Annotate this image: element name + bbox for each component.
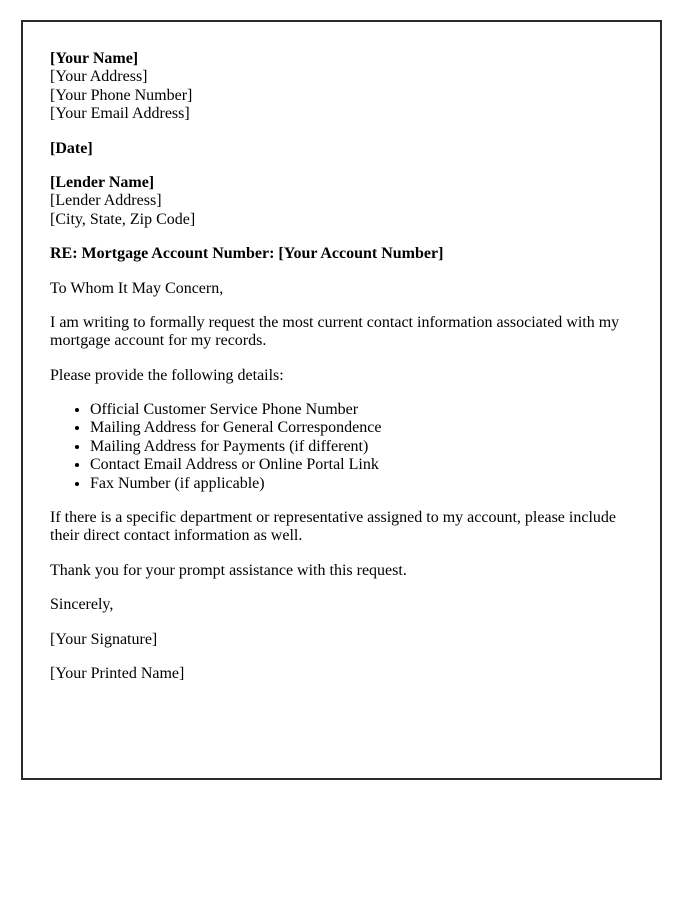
thanks-paragraph: Thank you for your prompt assistance with this request. (50, 561, 407, 579)
letter-frame (21, 20, 662, 780)
requested-details-list (50, 401, 630, 493)
subject-line (50, 245, 630, 263)
department-paragraph: If there is a specific department or representative assigned to my account, please include their direct contact information as well. (50, 509, 616, 545)
salutation: To Whom It May Concern, (50, 279, 224, 297)
closing-line: Sincerely, (50, 596, 114, 614)
subject-text: RE: Mortgage Account Number: [Your Account Number] (50, 245, 444, 263)
date-placeholder: [Date] (50, 139, 93, 157)
list-item-general-address: • Mailing Address for General Correspondence (90, 419, 630, 437)
printed-name-placeholder: [Your Printed Name] (50, 664, 185, 682)
sender-phone: [Your Phone Number] (50, 86, 193, 104)
lender-city-state-zip: [City, State, Zip Code] (50, 210, 196, 228)
list-item-payments-address: • Mailing Address for Payments (if different) (90, 438, 630, 456)
sender-block (50, 50, 630, 124)
list-item-fax: • Fax Number (if applicable) (90, 475, 630, 493)
recipient-block (50, 174, 630, 229)
lender-name: [Lender Name] (50, 173, 155, 191)
sender-name: [Your Name] (50, 50, 139, 67)
signature-placeholder: [Your Signature] (50, 630, 158, 648)
list-item-email-portal: • Contact Email Address or Online Portal Link (90, 456, 630, 474)
sender-email: [Your Email Address] (50, 105, 190, 123)
sender-address: [Your Address] (50, 68, 148, 86)
details-intro-paragraph: Please provide the following details: (50, 366, 284, 384)
lender-address: [Lender Address] (50, 192, 162, 210)
intro-paragraph: I am writing to formally request the most current contact information associated with my mortgage account for my records. (50, 313, 620, 350)
list-item-phone: • Official Customer Service Phone Number (90, 401, 630, 419)
date-line (50, 140, 630, 158)
